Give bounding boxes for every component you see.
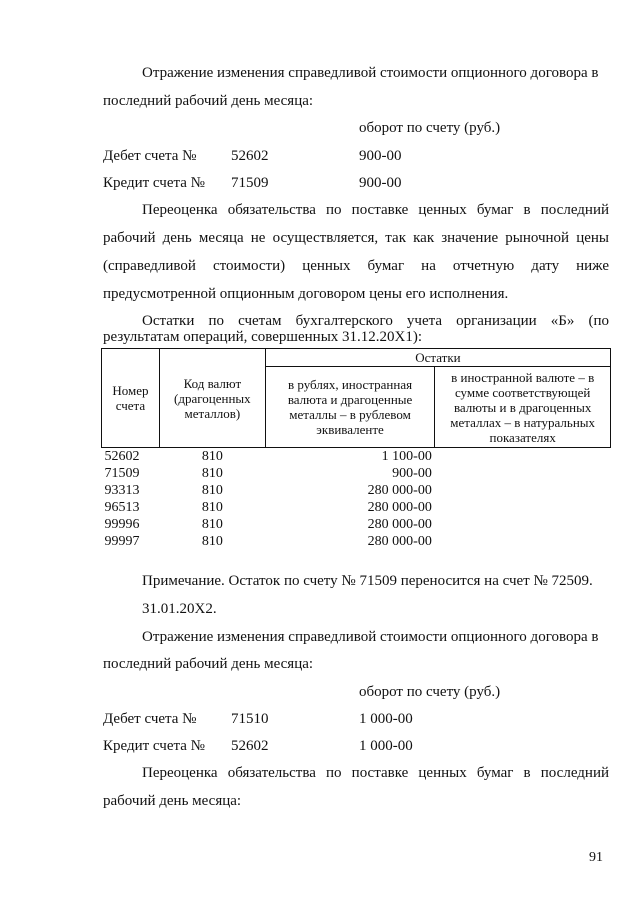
cell-rub: 280 000-00 <box>367 534 432 549</box>
page-number: 91 <box>589 850 603 865</box>
cell-foreign <box>435 465 611 482</box>
cell-rub: 900-00 <box>392 466 432 481</box>
paragraph-text: последний рабочий день месяца: <box>103 656 314 672</box>
cell-code: 810 <box>201 517 223 532</box>
paragraph-text: (справедливой стоимости) ценных бумаг на отчетную дату ниже <box>103 258 609 274</box>
table-row <box>102 533 611 550</box>
debit-amount: 900-00 <box>359 148 402 164</box>
cell-foreign <box>435 516 611 533</box>
column-header-balances: Остатки <box>265 349 610 367</box>
paragraph-text: последний рабочий день месяца: <box>103 93 314 109</box>
paragraph-text: Отражение изменения справедливой стоимости опционного договора в <box>142 629 599 645</box>
cell-foreign <box>435 499 611 516</box>
cell-account: 52602 <box>104 449 140 464</box>
debit-account: 71510 <box>231 711 269 727</box>
credit-amount: 1 000-00 <box>359 738 413 754</box>
table-row <box>102 482 611 499</box>
note-text: Примечание. Остаток по счету № 71509 переносится на счет № 72509. <box>142 573 593 589</box>
debit-label: Дебет счета № <box>103 711 197 727</box>
column-header-currency: Код валют (драгоценных металлов) <box>159 349 265 448</box>
cell-account: 71509 <box>104 466 140 481</box>
cell-foreign <box>435 533 611 550</box>
cell-account: 93313 <box>104 483 140 498</box>
cell-code: 810 <box>201 534 223 549</box>
paragraph-text: результатам операций, совершенных 31.12.20Х1): <box>103 329 423 345</box>
debit-amount: 1 000-00 <box>359 711 413 727</box>
turnover-header: оборот по счету (руб.) <box>359 120 501 136</box>
paragraph-text: Переоценка обязательства по поставке ценных бумаг в последний <box>142 202 609 218</box>
cell-code: 810 <box>201 449 223 464</box>
table-row <box>102 516 611 533</box>
turnover-header: оборот по счету (руб.) <box>359 684 501 700</box>
table-row <box>102 499 611 516</box>
cell-rub: 280 000-00 <box>367 517 432 532</box>
cell-code: 810 <box>201 466 223 481</box>
paragraph-text: Отражение изменения справедливой стоимости опционного договора в <box>142 65 599 81</box>
cell-foreign <box>435 448 611 466</box>
credit-amount: 900-00 <box>359 175 402 191</box>
cell-account: 99997 <box>104 534 140 549</box>
paragraph-text: предусмотренной опционным договором цены его исполнения. <box>103 286 509 302</box>
column-header-foreign: в иностранной валюте – в сумме соответствующей валюты и в драгоценных металлах – в натуральных показателях <box>435 367 611 448</box>
paragraph-text: Переоценка обязательства по поставке ценных бумаг в последний <box>142 765 609 781</box>
debit-account: 52602 <box>231 148 269 164</box>
cell-code: 810 <box>201 500 223 515</box>
column-header-rub: в рублях, иностранная валюта и драгоценные металлы – в рублевом эквиваленте <box>265 367 435 448</box>
table-row <box>102 448 611 466</box>
table-row <box>102 465 611 482</box>
cell-account: 96513 <box>104 500 140 515</box>
cell-rub: 1 100-00 <box>381 449 432 464</box>
balances-table <box>101 348 611 550</box>
cell-foreign <box>435 482 611 499</box>
credit-account: 71509 <box>231 175 269 191</box>
paragraph-text: рабочий день месяца не осуществляется, так как значение рыночной цены <box>103 230 609 246</box>
date-text: 31.01.20Х2. <box>142 601 217 617</box>
cell-code: 810 <box>201 483 223 498</box>
paragraph-text: Остатки по счетам бухгалтерского учета организации «Б» (по <box>142 313 609 329</box>
credit-account: 52602 <box>231 738 269 754</box>
paragraph-text: рабочий день месяца: <box>103 793 242 809</box>
cell-rub: 280 000-00 <box>367 483 432 498</box>
credit-label: Кредит счета № <box>103 738 205 754</box>
debit-label: Дебет счета № <box>103 148 197 164</box>
column-header-account: Номер счета <box>102 349 160 448</box>
credit-label: Кредит счета № <box>103 175 205 191</box>
cell-rub: 280 000-00 <box>367 500 432 515</box>
cell-account: 99996 <box>104 517 140 532</box>
